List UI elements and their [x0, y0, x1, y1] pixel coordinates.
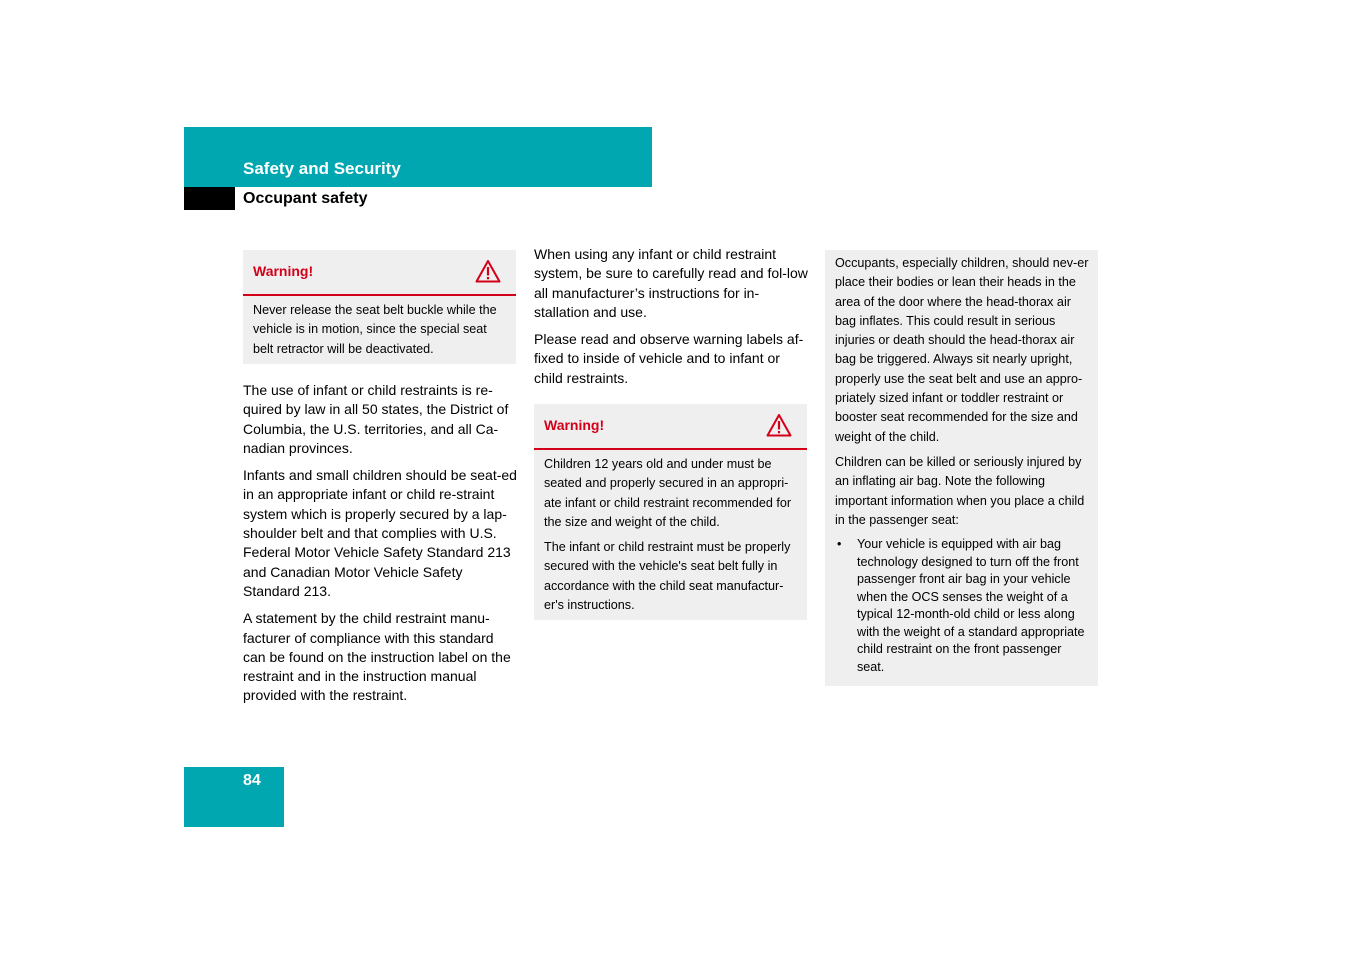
section-title: Safety and Security: [243, 159, 401, 178]
paragraph: Infants and small children should be seat-ed in an appropriate infant or child re-straint system which is properly secured by a lap-shoulder belt and that complies with U.S. Federal Motor Vehicle Safety Standard 213 and Canadian Motor Vehicle Safety Standard 213.: [243, 467, 517, 599]
list-item-text: Your vehicle is equipped with air bag technology designed to turn off the front passenger front air bag in your vehicle when the OCS senses the weight of a typical 12-month-old child or less along with the weight of a standard appropriate child restraint on the front passenger seat.: [857, 537, 1085, 674]
bullet-marker: •: [837, 537, 842, 552]
paragraph: When using any infant or child restraint system, be sure to carefully read and fol-low all manufacturer’s instructions for in-stallation and use.: [534, 246, 808, 320]
warning-header: [243, 250, 516, 296]
warning-box-child-restraint: [534, 404, 807, 620]
warning-box-seat-belt: [243, 250, 516, 364]
column-2-text: [534, 245, 808, 396]
warning-body: [534, 450, 807, 623]
paragraph: Children can be killed or seriously injured by an inflating air bag. Note the following important information when you place a child in the passenger seat:: [835, 454, 1085, 527]
warning-text: Never release the seat belt buckle while the vehicle is in motion, since the special seat belt retractor will be deactivated.: [253, 303, 497, 356]
page-number: 84: [243, 772, 261, 789]
warning-title: Warning!: [544, 417, 605, 433]
column-1-text: [243, 381, 517, 714]
warning-text: The infant or child restraint must be properly secured with the vehicle's seat belt fully in accordance with the child seat manufactur-er's instructions.: [544, 540, 791, 613]
info-box-air-bag: [825, 250, 1098, 686]
subsection-title: Occupant safety: [243, 190, 368, 207]
paragraph: The use of infant or child restraints is re-quired by law in all 50 states, the District of Columbia, the U.S. territories, and all Ca-nadian provinces.: [243, 382, 509, 456]
warning-title: Warning!: [253, 263, 314, 279]
page-number-box: [184, 767, 284, 827]
warning-triangle-icon: [766, 413, 792, 437]
warning-body: [243, 296, 516, 367]
list-item: [835, 536, 1089, 676]
paragraph: Please read and observe warning labels af-fixed to inside of vehicle and to infant or child restraints.: [534, 331, 804, 386]
section-tab-marker: [184, 187, 235, 210]
warning-triangle-icon: [475, 259, 501, 283]
paragraph: A statement by the child restraint manu-facturer of compliance with this standard can be found on the instruction label on the restraint and in the instruction manual provided with the restraint.: [243, 610, 511, 704]
paragraph: Occupants, especially children, should nev-er place their bodies or lean their heads in the area of the door where the head-thorax air bag inflates. This could result in serious injuries or death should the head-thorax air bag be triggered. Always sit nearly upright, properly use the seat belt and use an appro-priately sized infant or toddler restraint or booster seat recommended for the size and weight of the child.: [835, 256, 1089, 444]
warning-header: [534, 404, 807, 450]
warning-text: Children 12 years old and under must be seated and properly secured in an appropri-ate infant or child restraint recommended for the size and weight of the child.: [544, 457, 792, 529]
